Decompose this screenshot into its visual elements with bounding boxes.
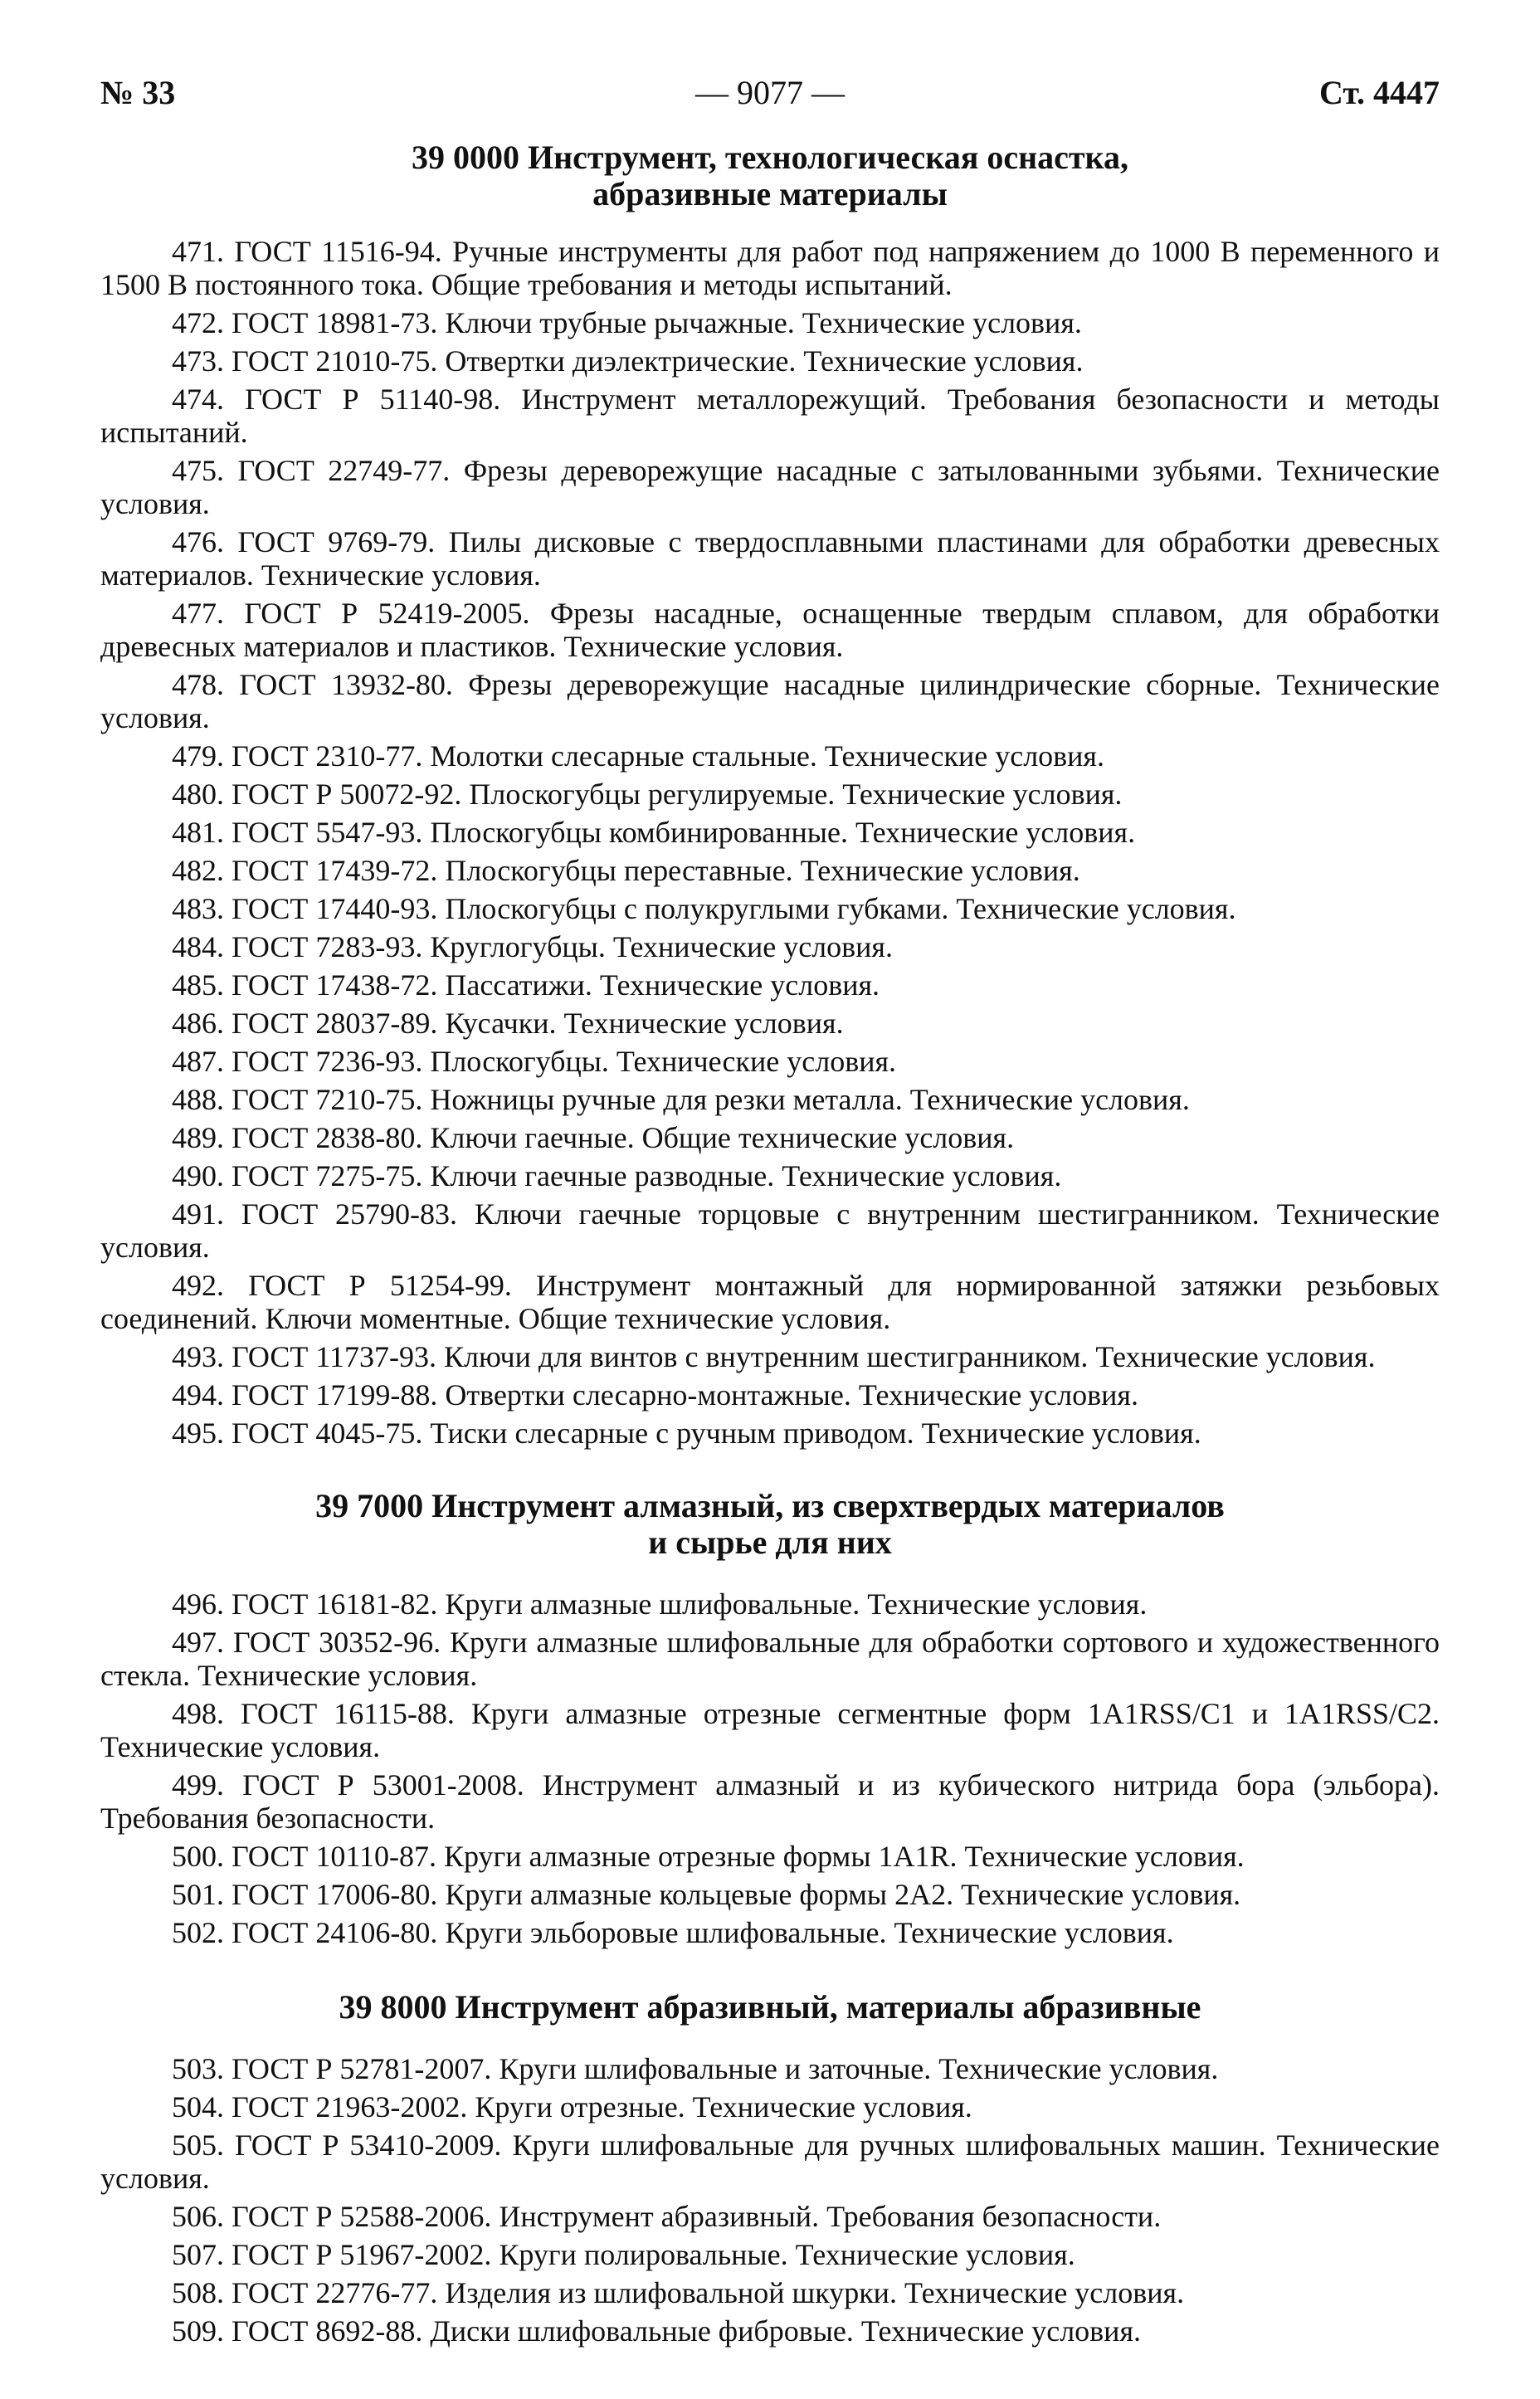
entry-list: [100, 2052, 1440, 2348]
list-item: 495. ГОСТ 4045-75. Тиски слесарные с ручным приводом. Технические условия.: [172, 1416, 1201, 1450]
document-page: [100, 68, 1440, 2353]
list-item: 504. ГОСТ 21963-2002. Круги отрезные. Технические условия.: [172, 2090, 972, 2124]
list-item: 494. ГОСТ 17199-88. Отвертки слесарно-монтажные. Технические условия.: [172, 1378, 1138, 1412]
list-item: 477. ГОСТ Р 52419-2005. Фрезы насадные, оснащенные твердым сплавом, для обработки древесных материалов и пластиков. Технические условия.: [100, 597, 1440, 663]
section-heading-line: абразивные материалы: [592, 175, 948, 212]
list-item: 481. ГОСТ 5547-93. Плоскогубцы комбинированные. Технические условия.: [172, 816, 1136, 849]
list-item: 471. ГОСТ 11516-94. Ручные инструменты для работ под напряжением до 1000 В переменного и 1500 В постоянного тока. Общие требования и методы испытаний.: [100, 235, 1440, 301]
list-item: 480. ГОСТ Р 50072-92. Плоскогубцы регулируемые. Технические условия.: [172, 778, 1123, 811]
section-39-0000: [100, 139, 1440, 1450]
list-item: 476. ГОСТ 9769-79. Пилы дисковые с твердосплавными пластинами для обработки древесных материалов. Технические условия.: [100, 525, 1440, 592]
list-item: 479. ГОСТ 2310-77. Молотки слесарные стальные. Технические условия.: [172, 739, 1104, 773]
list-item: 502. ГОСТ 24106-80. Круги эльборовые шлифовальные. Технические условия.: [172, 1916, 1174, 1949]
list-item: 500. ГОСТ 10110-87. Круги алмазные отрезные формы 1A1R. Технические условия.: [172, 1840, 1245, 1873]
article-number: Ст. 4447: [1319, 74, 1440, 111]
page-number: — 9077 —: [695, 74, 845, 111]
list-item: 474. ГОСТ Р 51140-98. Инструмент металлорежущий. Требования безопасности и методы испытаний.: [100, 383, 1440, 449]
list-item: 493. ГОСТ 11737-93. Ключи для винтов с внутренним шестигранником. Технические условия.: [172, 1340, 1376, 1373]
issue-number: № 33: [100, 74, 176, 111]
list-item: 472. ГОСТ 18981-73. Ключи трубные рычажные. Технические условия.: [172, 306, 1082, 339]
section-39-8000: [100, 1989, 1440, 2348]
section-heading: [100, 1488, 1440, 1561]
list-item: 497. ГОСТ 30352-96. Круги алмазные шлифовальные для обработки сортового и художественного стекла. Технические условия.: [100, 1626, 1440, 1692]
list-item: 503. ГОСТ Р 52781-2007. Круги шлифовальные и заточные. Технические условия.: [172, 2052, 1219, 2085]
section-heading-line: 39 8000 Инструмент абразивный, материалы абразивные: [339, 1988, 1201, 2026]
list-item: 501. ГОСТ 17006-80. Круги алмазные кольцевые формы 2A2. Технические условия.: [172, 1878, 1241, 1911]
list-item: 488. ГОСТ 7210-75. Ножницы ручные для резки металла. Технические условия.: [172, 1083, 1190, 1116]
list-item: 508. ГОСТ 22776-77. Изделия из шлифовальной шкурки. Технические условия.: [172, 2276, 1185, 2309]
section-heading: [100, 139, 1440, 212]
section-39-7000: [100, 1488, 1440, 1949]
list-item: 509. ГОСТ 8692-88. Диски шлифовальные фибровые. Технические условия.: [172, 2314, 1141, 2348]
list-item: 507. ГОСТ Р 51967-2002. Круги полировальные. Технические условия.: [172, 2238, 1075, 2271]
list-item: 475. ГОСТ 22749-77. Фрезы дереворежущие насадные с затылованными зубьями. Технические условия.: [100, 454, 1440, 520]
list-item: 496. ГОСТ 16181-82. Круги алмазные шлифовальные. Технические условия.: [172, 1587, 1148, 1621]
section-heading-line: 39 7000 Инструмент алмазный, из сверхтвердых материалов: [315, 1487, 1225, 1524]
entry-list: [100, 235, 1440, 1450]
list-item: 491. ГОСТ 25790-83. Ключи гаечные торцовые с внутренним шестигранником. Технические условия.: [100, 1197, 1440, 1264]
list-item: 498. ГОСТ 16115-88. Круги алмазные отрезные сегментные форм 1A1RSS/C1 и 1A1RSS/C2. Технические условия.: [100, 1697, 1440, 1763]
running-header: [100, 68, 1440, 118]
list-item: 506. ГОСТ Р 52588-2006. Инструмент абразивный. Требования безопасности.: [172, 2200, 1162, 2233]
list-item: 485. ГОСТ 17438-72. Пассатижи. Технические условия.: [172, 968, 880, 1002]
entry-list: [100, 1587, 1440, 1949]
list-item: 484. ГОСТ 7283-93. Круглогубцы. Технические условия.: [172, 930, 893, 963]
list-item: 482. ГОСТ 17439-72. Плоскогубцы переставные. Технические условия.: [172, 854, 1080, 887]
list-item: 492. ГОСТ Р 51254-99. Инструмент монтажный для нормированной затяжки резьбовых соединений. Ключи моментные. Общие технические условия.: [100, 1269, 1440, 1335]
list-item: 489. ГОСТ 2838-80. Ключи гаечные. Общие технические условия.: [172, 1121, 1015, 1154]
section-heading: [100, 1989, 1440, 2026]
list-item: 490. ГОСТ 7275-75. Ключи гаечные разводные. Технические условия.: [172, 1159, 1062, 1192]
list-item: 478. ГОСТ 13932-80. Фрезы дереворежущие насадные цилиндрические сборные. Технические условия.: [100, 668, 1440, 734]
list-item: 473. ГОСТ 21010-75. Отвертки диэлектрические. Технические условия.: [172, 344, 1084, 378]
list-item: 483. ГОСТ 17440-93. Плоскогубцы с полукруглыми губками. Технические условия.: [172, 892, 1236, 925]
list-item: 499. ГОСТ Р 53001-2008. Инструмент алмазный и из кубического нитрида бора (эльбора). Требования безопасности.: [100, 1768, 1440, 1835]
list-item: 486. ГОСТ 28037-89. Кусачки. Технические условия.: [172, 1007, 844, 1040]
list-item: 505. ГОСТ Р 53410-2009. Круги шлифовальные для ручных шлифовальных машин. Технические условия.: [100, 2128, 1440, 2195]
section-heading-line: и сырье для них: [648, 1524, 892, 1561]
section-heading-line: 39 0000 Инструмент, технологическая оснастка,: [412, 139, 1128, 176]
list-item: 487. ГОСТ 7236-93. Плоскогубцы. Технические условия.: [172, 1045, 897, 1078]
